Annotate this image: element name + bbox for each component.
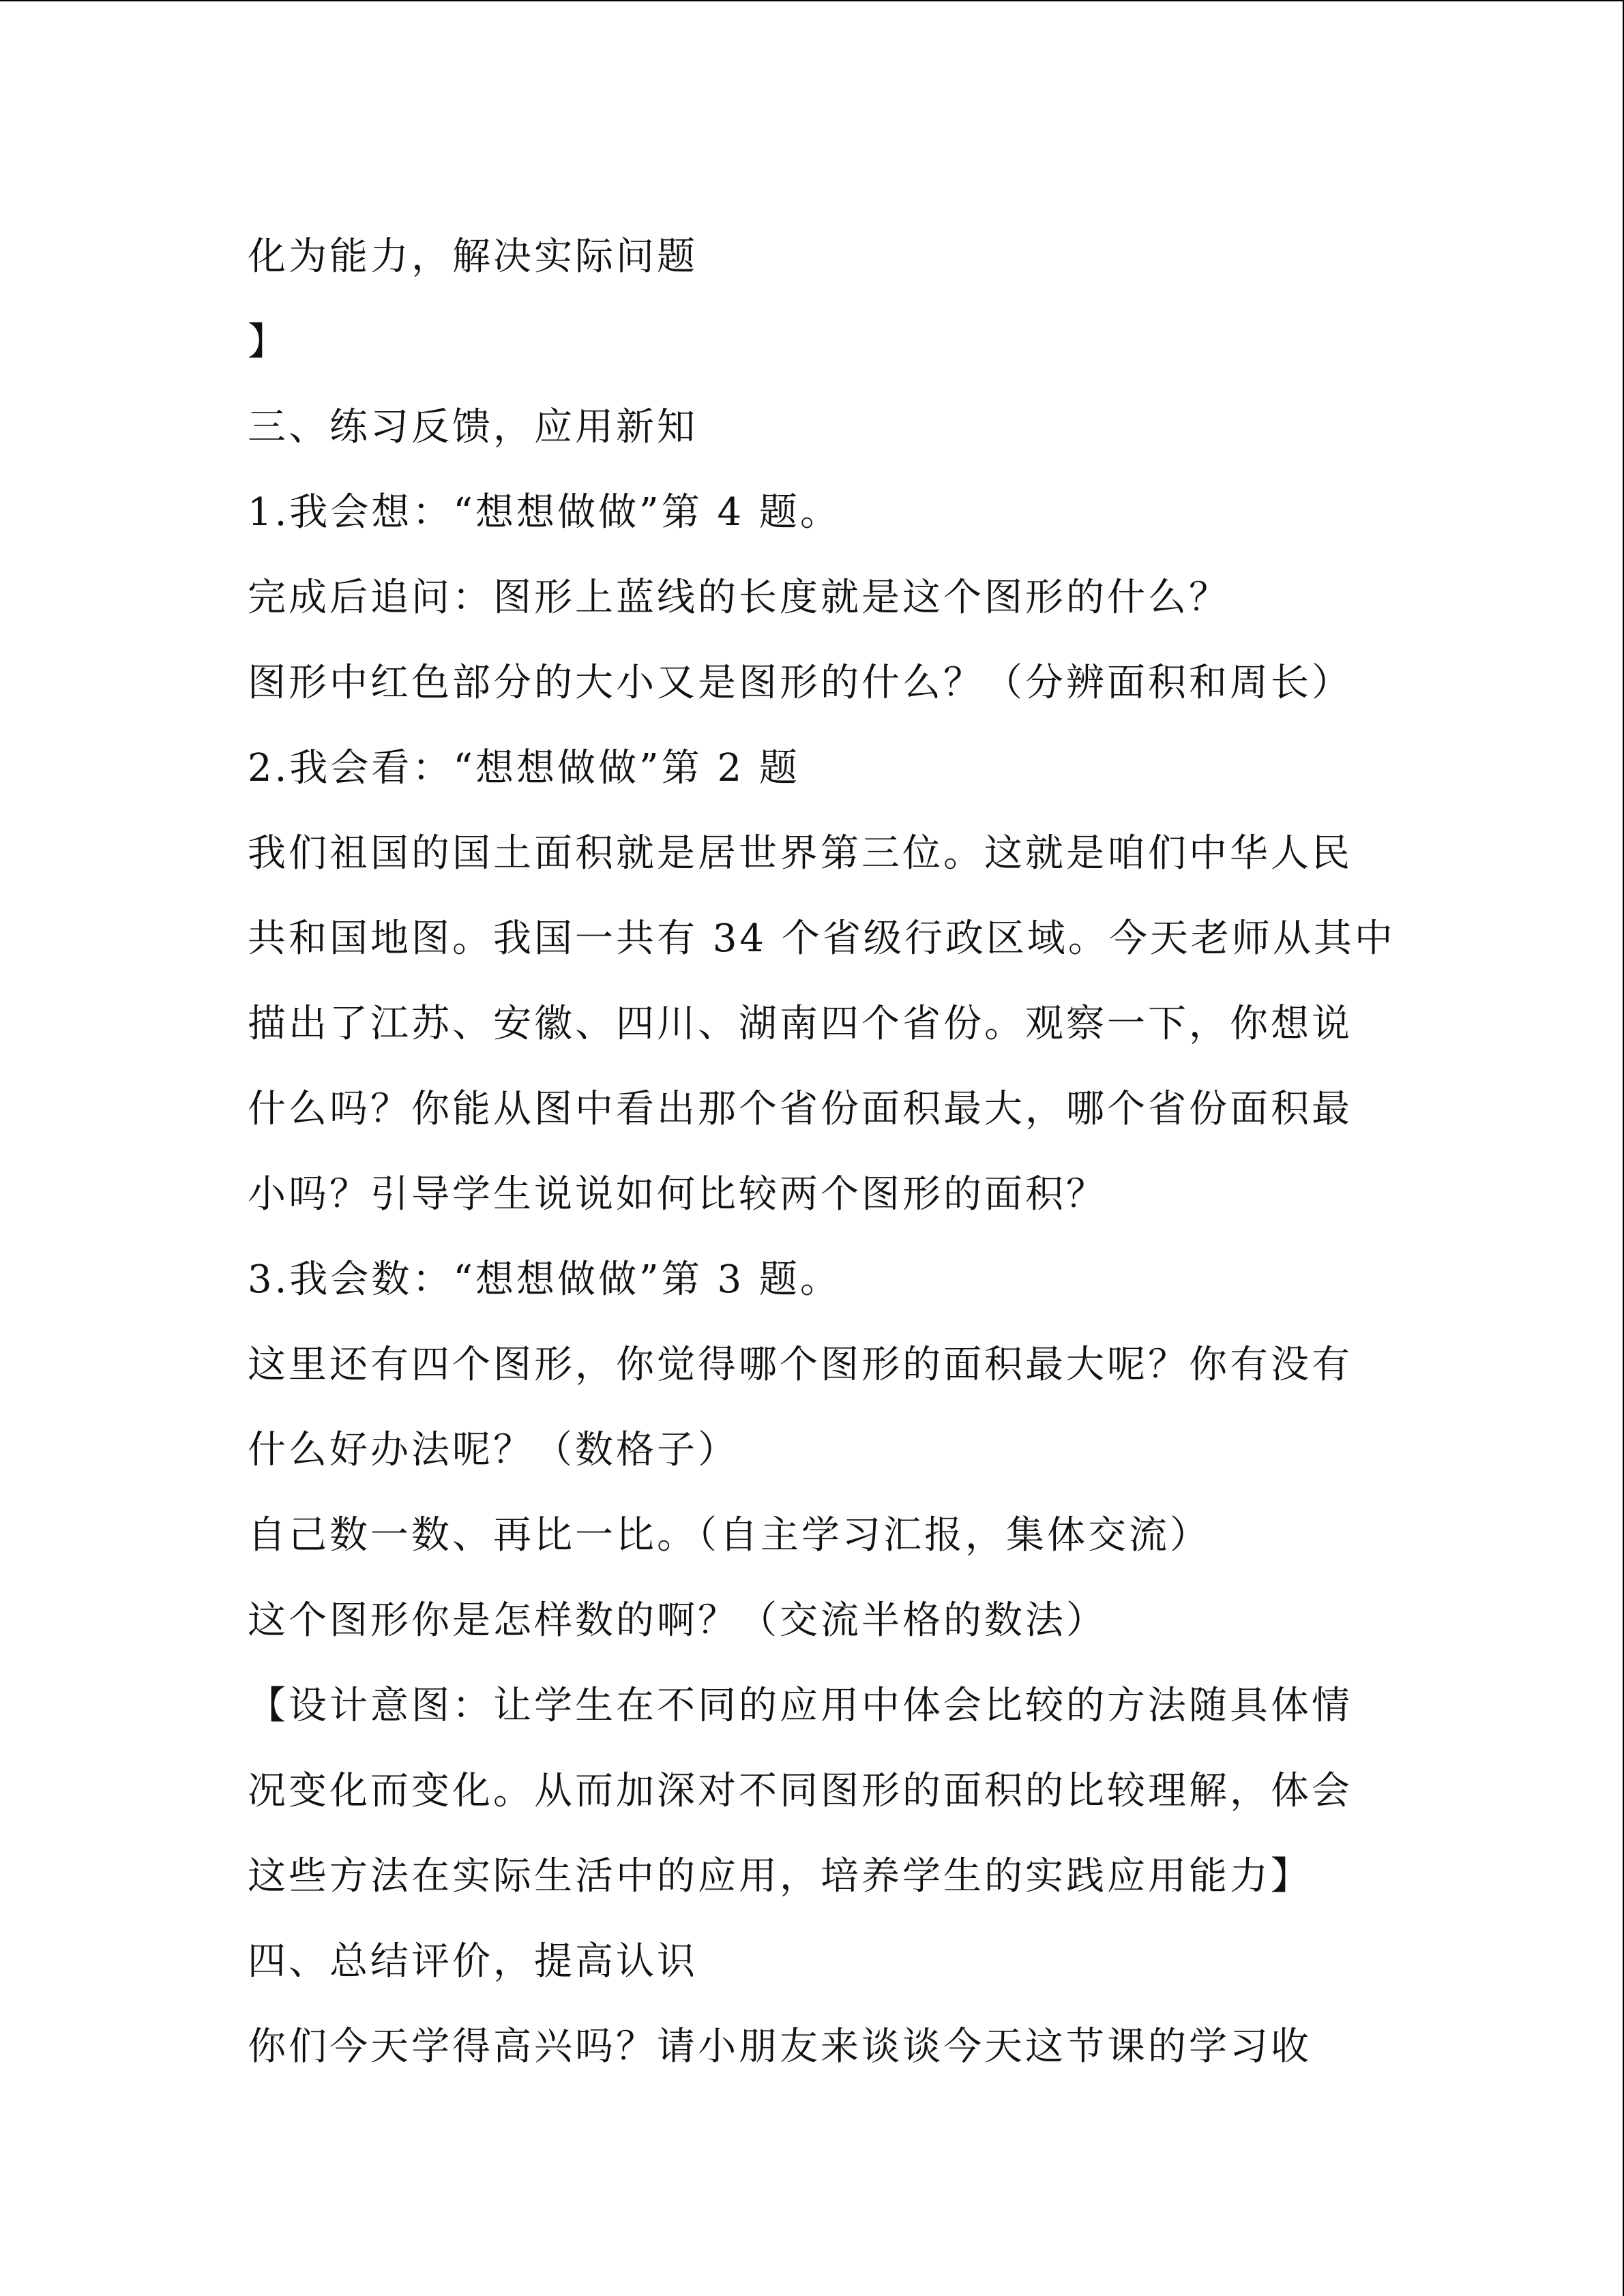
text-line: 共和国地图。我国一共有 34 个省级行政区域。今天老师从其中 [248, 916, 1396, 961]
text-line: 这个图形你是怎样数的啊？（交流半格的数法） [248, 1598, 1107, 1643]
text-line: 什么吗？你能从图中看出那个省份面积最大，哪个省份面积最 [248, 1087, 1353, 1131]
text-line: 这里还有四个图形，你觉得哪个图形的面积最大呢？你有没有 [248, 1343, 1353, 1387]
exercise-heading: 3.我会数：“想想做做”第 3 题。 [248, 1257, 841, 1302]
text-line: 图形中红色部分的大小又是图形的什么？（分辨面积和周长） [248, 661, 1353, 705]
design-intent-note: 这些方法在实际生活中的应用，培养学生的实践应用能力】 [248, 1854, 1312, 1898]
text-line: 你们今天学得高兴吗？请小朋友来谈谈今天这节课的学习收 [248, 2025, 1312, 2069]
text-line: 完成后追问：图形上蓝线的长度就是这个图形的什么？ [248, 576, 1230, 620]
document-body [248, 214, 1396, 2089]
section-heading: 三、练习反馈，应用新知 [248, 405, 698, 449]
section-heading: 四、总结评价，提高认识 [248, 1939, 698, 1984]
text-line: 我们祖国的国土面积就是居世界第三位。这就是咱们中华人民 [248, 831, 1353, 876]
text-line: 自己数一数、再比一比。（自主学习汇报，集体交流） [248, 1513, 1211, 1557]
text-line: 化为能力，解决实际问题 [248, 235, 698, 279]
text-line: 】 [248, 320, 289, 364]
exercise-heading: 2.我会看：“想想做做”第 2 题 [248, 746, 800, 790]
exercise-heading: 1.我会想：“想想做做”第 4 题。 [248, 490, 841, 535]
text-line: 什么好办法呢？（数格子） [248, 1428, 739, 1472]
text-line: 小吗？引导学生说说如何比较两个图形的面积？ [248, 1172, 1107, 1217]
design-intent-note: 况变化而变化。从而加深对不同图形的面积的比较理解，体会 [248, 1769, 1353, 1813]
text-line: 描出了江苏、安徽、四川、湖南四个省份。观察一下，你想说 [248, 1002, 1353, 1046]
design-intent-note: 【设计意图：让学生在不同的应用中体会比较的方法随具体情 [248, 1684, 1353, 1728]
